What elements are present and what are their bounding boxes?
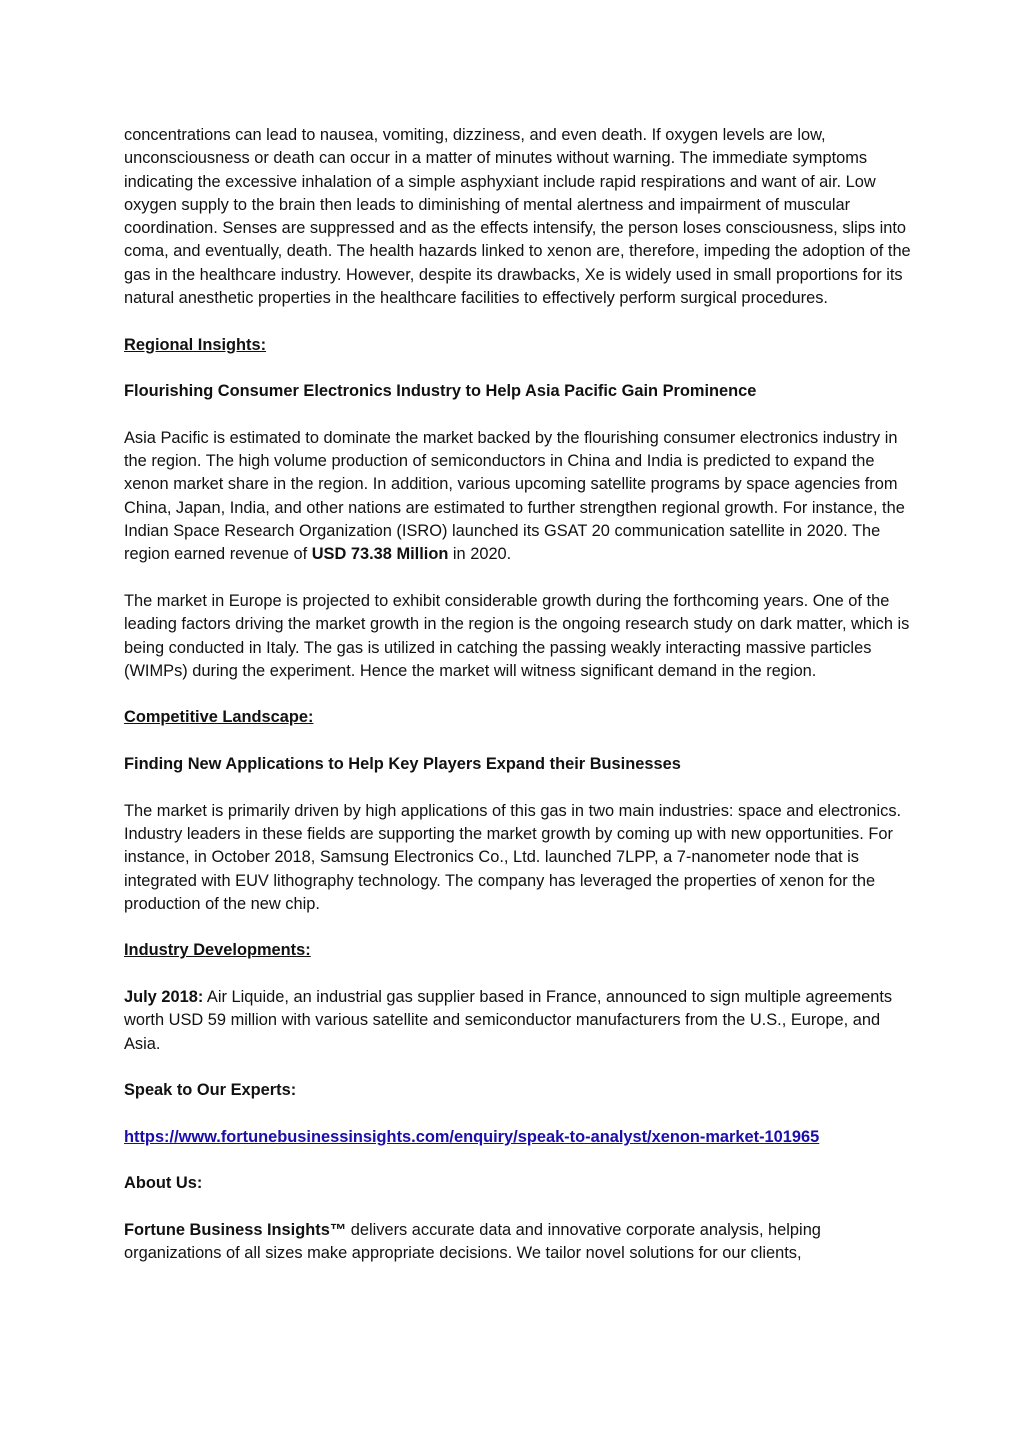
revenue-value: USD 73.38 Million bbox=[311, 545, 449, 564]
document-page bbox=[124, 124, 914, 1289]
development-item bbox=[124, 986, 914, 1056]
company-name: Fortune Business Insights™ bbox=[124, 1220, 347, 1239]
regional-insights-subheading: Flourishing Consumer Electronics Industry to Help Asia Pacific Gain Prominence bbox=[124, 382, 757, 401]
speak-to-experts-heading: Speak to Our Experts: bbox=[124, 1081, 297, 1100]
analyst-link-paragraph bbox=[124, 1126, 914, 1149]
about-us-text: delivers accurate data and innovative corporate analysis, helping organizations of all sizes make appropriate decisions. We tailor novel solutions for our clients, bbox=[124, 1220, 821, 1263]
asia-pacific-paragraph bbox=[124, 427, 914, 567]
asia-pacific-text: Asia Pacific is estimated to dominate the market backed by the flourishing consumer electronics industry in the region. The high volume production of semiconductors in China and India is predicted to expand the xenon market share in the region. In addition, various upcoming satellite programs by space agencies from China, Japan, India, and other nations are estimated to further strengthen regional growth. For instance, the Indian Space Research Organization (ISRO) launched its GSAT 20 communication satellite in 2020. The region earned revenue of bbox=[124, 428, 905, 564]
asia-pacific-text-end: in 2020. bbox=[448, 545, 512, 564]
about-us-heading: About Us: bbox=[124, 1174, 203, 1193]
industry-developments-heading: Industry Developments: bbox=[124, 941, 311, 960]
speak-to-analyst-link[interactable]: https://www.fortunebusinessinsights.com/enquiry/speak-to-analyst/xenon-market-101965 bbox=[124, 1127, 820, 1146]
about-us-paragraph bbox=[124, 1219, 914, 1266]
competitive-paragraph: The market is primarily driven by high applications of this gas in two main industries: space and electronics. Industry leaders in these fields are supporting the market growth by coming up with new opportunities. For instance, in October 2018, Samsung Electronics Co., Ltd. launched 7LPP, a 7-nanometer node that is integrated with EUV lithography technology. The company has leveraged the properties of xenon for the production of the new chip. bbox=[124, 801, 902, 913]
development-date: July 2018: bbox=[124, 987, 204, 1006]
competitive-landscape-heading: Competitive Landscape: bbox=[124, 708, 314, 727]
intro-paragraph: concentrations can lead to nausea, vomiting, dizziness, and even death. If oxygen levels are low, unconsciousness or death can occur in a matter of minutes without warning. The immediate symptoms indicating the excessive inhalation of a simple asphyxiant include rapid respirations and want of air. Low oxygen supply to the brain then leads to diminishing of mental alertness and impairment of muscular coordination. Senses are suppressed and as the effects intensify, the person loses consciousness, slips into coma, and eventually, death. The health hazards linked to xenon are, therefore, impeding the adoption of the gas in the healthcare industry. However, despite its drawbacks, Xe is widely used in small proportions for its natural anesthetic properties in the healthcare facilities to effectively perform surgical procedures. bbox=[124, 126, 911, 308]
europe-paragraph: The market in Europe is projected to exhibit considerable growth during the forthcoming years. One of the leading factors driving the market growth in the region is the ongoing research study on dark matter, which is being conducted in Italy. The gas is utilized in catching the passing weakly interacting massive particles (WIMPs) during the experiment. Hence the market will witness significant demand in the region. bbox=[124, 591, 910, 680]
development-text: Air Liquide, an industrial gas supplier based in France, announced to sign multiple agreements worth USD 59 million with various satellite and semiconductor manufacturers from the U.S., Europe, and Asia. bbox=[124, 987, 893, 1053]
regional-insights-heading: Regional Insights: bbox=[124, 335, 267, 354]
competitive-landscape-subheading: Finding New Applications to Help Key Players Expand their Businesses bbox=[124, 755, 681, 774]
